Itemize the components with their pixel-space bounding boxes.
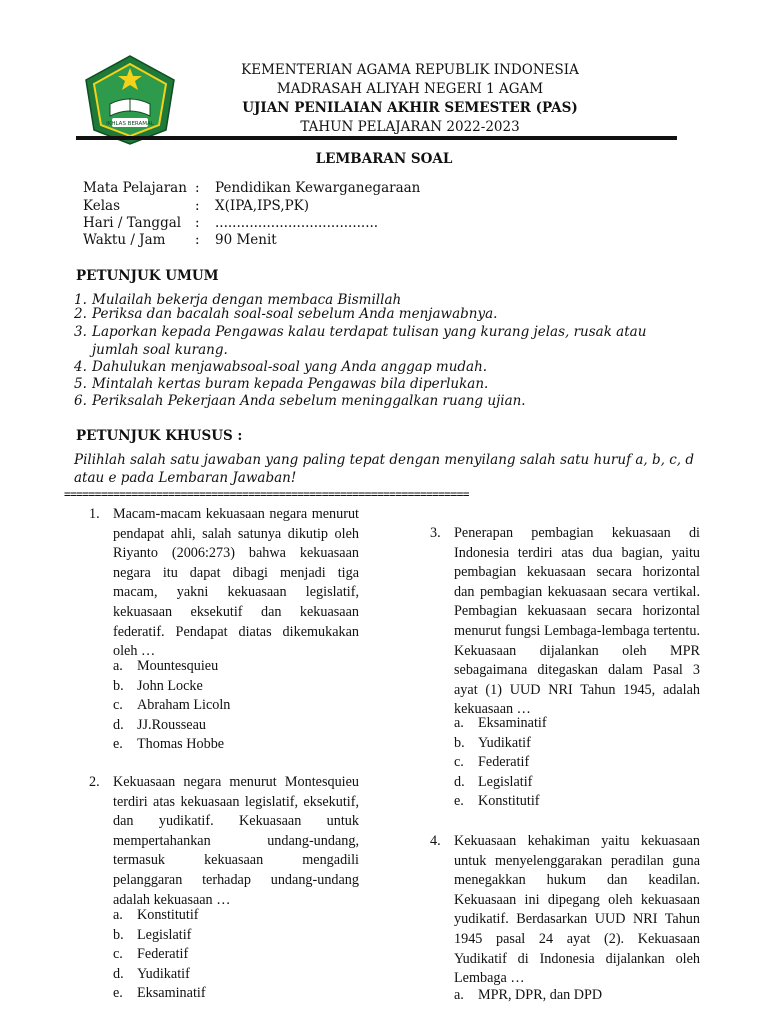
option-letter: b. [113, 677, 124, 694]
instruction-number: 2. [74, 306, 87, 322]
instruction-text: Periksa dan bacalah soal-soal sebelum Anda menjawabnya. [92, 306, 498, 322]
header-exam: UJIAN PENILAIAN AKHIR SEMESTER (PAS) [242, 100, 578, 116]
info-value: Pendidikan Kewarganegaraan [215, 180, 421, 196]
question-text: Macam-macam kekuasaan negara menurut pendapat ahli, salah satunya dikutip oleh Riyanto (2006:273) bahwa kekuasaan negara itu dapat dibagi menjadi tiga macam, yakni kekuasaan legislatif, kekuasaan eksekutif dan kekuasaan federatif. Pendapat diatas dikemukakan oleh … [113, 506, 359, 660]
option-text: Yudikatif [478, 734, 531, 751]
option-letter: c. [113, 697, 123, 714]
option-text: Legislatif [137, 926, 192, 943]
madrasah-logo [82, 54, 178, 146]
document-header [190, 61, 630, 137]
instruction-text: Periksalah Pekerjaan Anda sebelum meninggalkan ruang ujian. [92, 393, 526, 409]
info-colon: : [195, 180, 200, 196]
instruction-item [74, 324, 696, 359]
option-text: Konstitutif [478, 793, 540, 810]
option-text: Yudikatif [137, 965, 190, 982]
option-letter: d. [454, 773, 465, 790]
info-value: ...................................... [215, 215, 379, 231]
option-letter: c. [454, 754, 464, 771]
header-school: MADRASAH ALIYAH NEGERI 1 AGAM [276, 81, 544, 97]
option-text: Mountesquieu [137, 658, 219, 674]
option-text: Eksaminatif [137, 985, 206, 1002]
general-instructions-heading: PETUNJUK UMUM [76, 268, 219, 284]
instruction-number: 6. [74, 393, 87, 409]
question-number: 1. [89, 506, 100, 522]
option-letter: d. [113, 716, 124, 733]
question-text: Penerapan pembagian kekuasaan di Indonesia terdiri atas dua bagian, yaitu pembagian kekuasaan secara horizontal dan pembagian kekuasaan secara vertikal. Pembagian kekuasaan secara horizontal menurut fungsi Lembaga-lembaga tertentu. Kekuasaan dijalankan oleh MPR sebagaimana ditegaskan dalam Pasal 3 ayat (1) UUD NRI Tahun 1945, adalah kekuasaan … [454, 525, 700, 718]
option-text: Abraham Licoln [137, 697, 231, 714]
separator-line: ================================================================== [64, 488, 469, 501]
logo-text: IKHLAS BERAMAL [106, 121, 154, 127]
instruction-text: Mintalah kertas buram kepada Pengawas bila diperlukan. [92, 376, 489, 392]
header-year: TAHUN PELAJARAN 2022-2023 [300, 119, 520, 135]
option-letter: a. [113, 658, 123, 674]
instruction-number: 1. [74, 292, 87, 308]
instruction-item [74, 393, 704, 411]
info-label: Hari / Tanggal [83, 215, 182, 231]
option-letter: a. [454, 987, 464, 1003]
instruction-item [74, 359, 704, 377]
option-letter: b. [454, 734, 465, 751]
info-value: 90 Menit [215, 232, 277, 248]
option-letter: a. [454, 715, 464, 731]
option-letter: b. [113, 926, 124, 943]
option-text: Legislatif [478, 773, 533, 790]
instruction-number: 4. [74, 359, 87, 375]
option-letter: a. [113, 907, 123, 923]
question-text: Kekuasaan kehakiman yaitu kekuasaan untuk menyelenggarakan peradilan guna menegakkan hukum dan keadilan. Kekuasaan ini dipegang oleh kekuasaan yudikatif. Berdasarkan UUD NRI Tahun 1945 pasal 24 ayat (2). Kekuasaan Yudikatif di Indonesia dijalankan oleh Lembaga … [454, 833, 700, 987]
instruction-number: 5. [74, 376, 87, 392]
option-letter: e. [113, 985, 123, 1002]
instruction-item [74, 306, 704, 324]
info-label: Kelas [83, 198, 121, 214]
option-text: JJ.Rousseau [137, 716, 206, 733]
page-title: LEMBARAN SOAL [315, 151, 453, 167]
option-text: Konstitutif [137, 907, 199, 923]
question-text: Kekuasaan negara menurut Montesquieu terdiri atas kekuasaan legislatif, eksekutif, dan yudikatif. Kekuasaan untuk mempertahankan undang-undang, termasuk kekuasaan mengadili pelanggaran terhadap undang-undang adalah kekuasaan … [113, 774, 359, 908]
instruction-text: Dahulukan menjawabsoal-soal yang Anda anggap mudah. [92, 359, 488, 375]
option-letter: c. [113, 946, 123, 963]
info-colon: : [195, 198, 200, 214]
option-letter: e. [113, 736, 123, 753]
option-text: Federatif [137, 946, 189, 963]
option-letter: d. [113, 965, 124, 982]
option-text: John Locke [137, 677, 203, 694]
info-label: Mata Pelajaran [83, 180, 187, 196]
question-number: 3. [430, 525, 441, 541]
header-rule [76, 136, 677, 140]
instruction-number: 3. [74, 324, 87, 340]
option-text: Eksaminatif [478, 715, 547, 731]
info-colon: : [195, 215, 200, 231]
option-letter: e. [454, 793, 464, 810]
instruction-text: Laporkan kepada Pengawas kalau terdapat tulisan yang kurang jelas, rusak atau jumlah soal kurang. [92, 324, 647, 358]
info-label: Waktu / Jam [83, 232, 166, 248]
instruction-text: Mulailah bekerja dengan membaca Bismillah [92, 292, 402, 308]
info-value: X(IPA,IPS,PK) [215, 198, 310, 214]
special-instructions-text: Pilihlah salah satu jawaban yang paling tepat dengan menyilang salah satu huruf a, b, c, d atau e pada Lembaran Jawaban! [74, 452, 694, 486]
question-number: 4. [430, 833, 441, 849]
info-colon: : [195, 232, 200, 248]
question-number: 2. [89, 774, 100, 790]
header-ministry: KEMENTERIAN AGAMA REPUBLIK INDONESIA [241, 62, 579, 78]
option-text: Thomas Hobbe [137, 736, 225, 753]
option-text: MPR, DPR, dan DPD [478, 987, 603, 1003]
option-text: Federatif [478, 754, 530, 771]
instruction-item [74, 376, 704, 394]
special-instructions-heading: PETUNJUK KHUSUS : [76, 428, 243, 444]
